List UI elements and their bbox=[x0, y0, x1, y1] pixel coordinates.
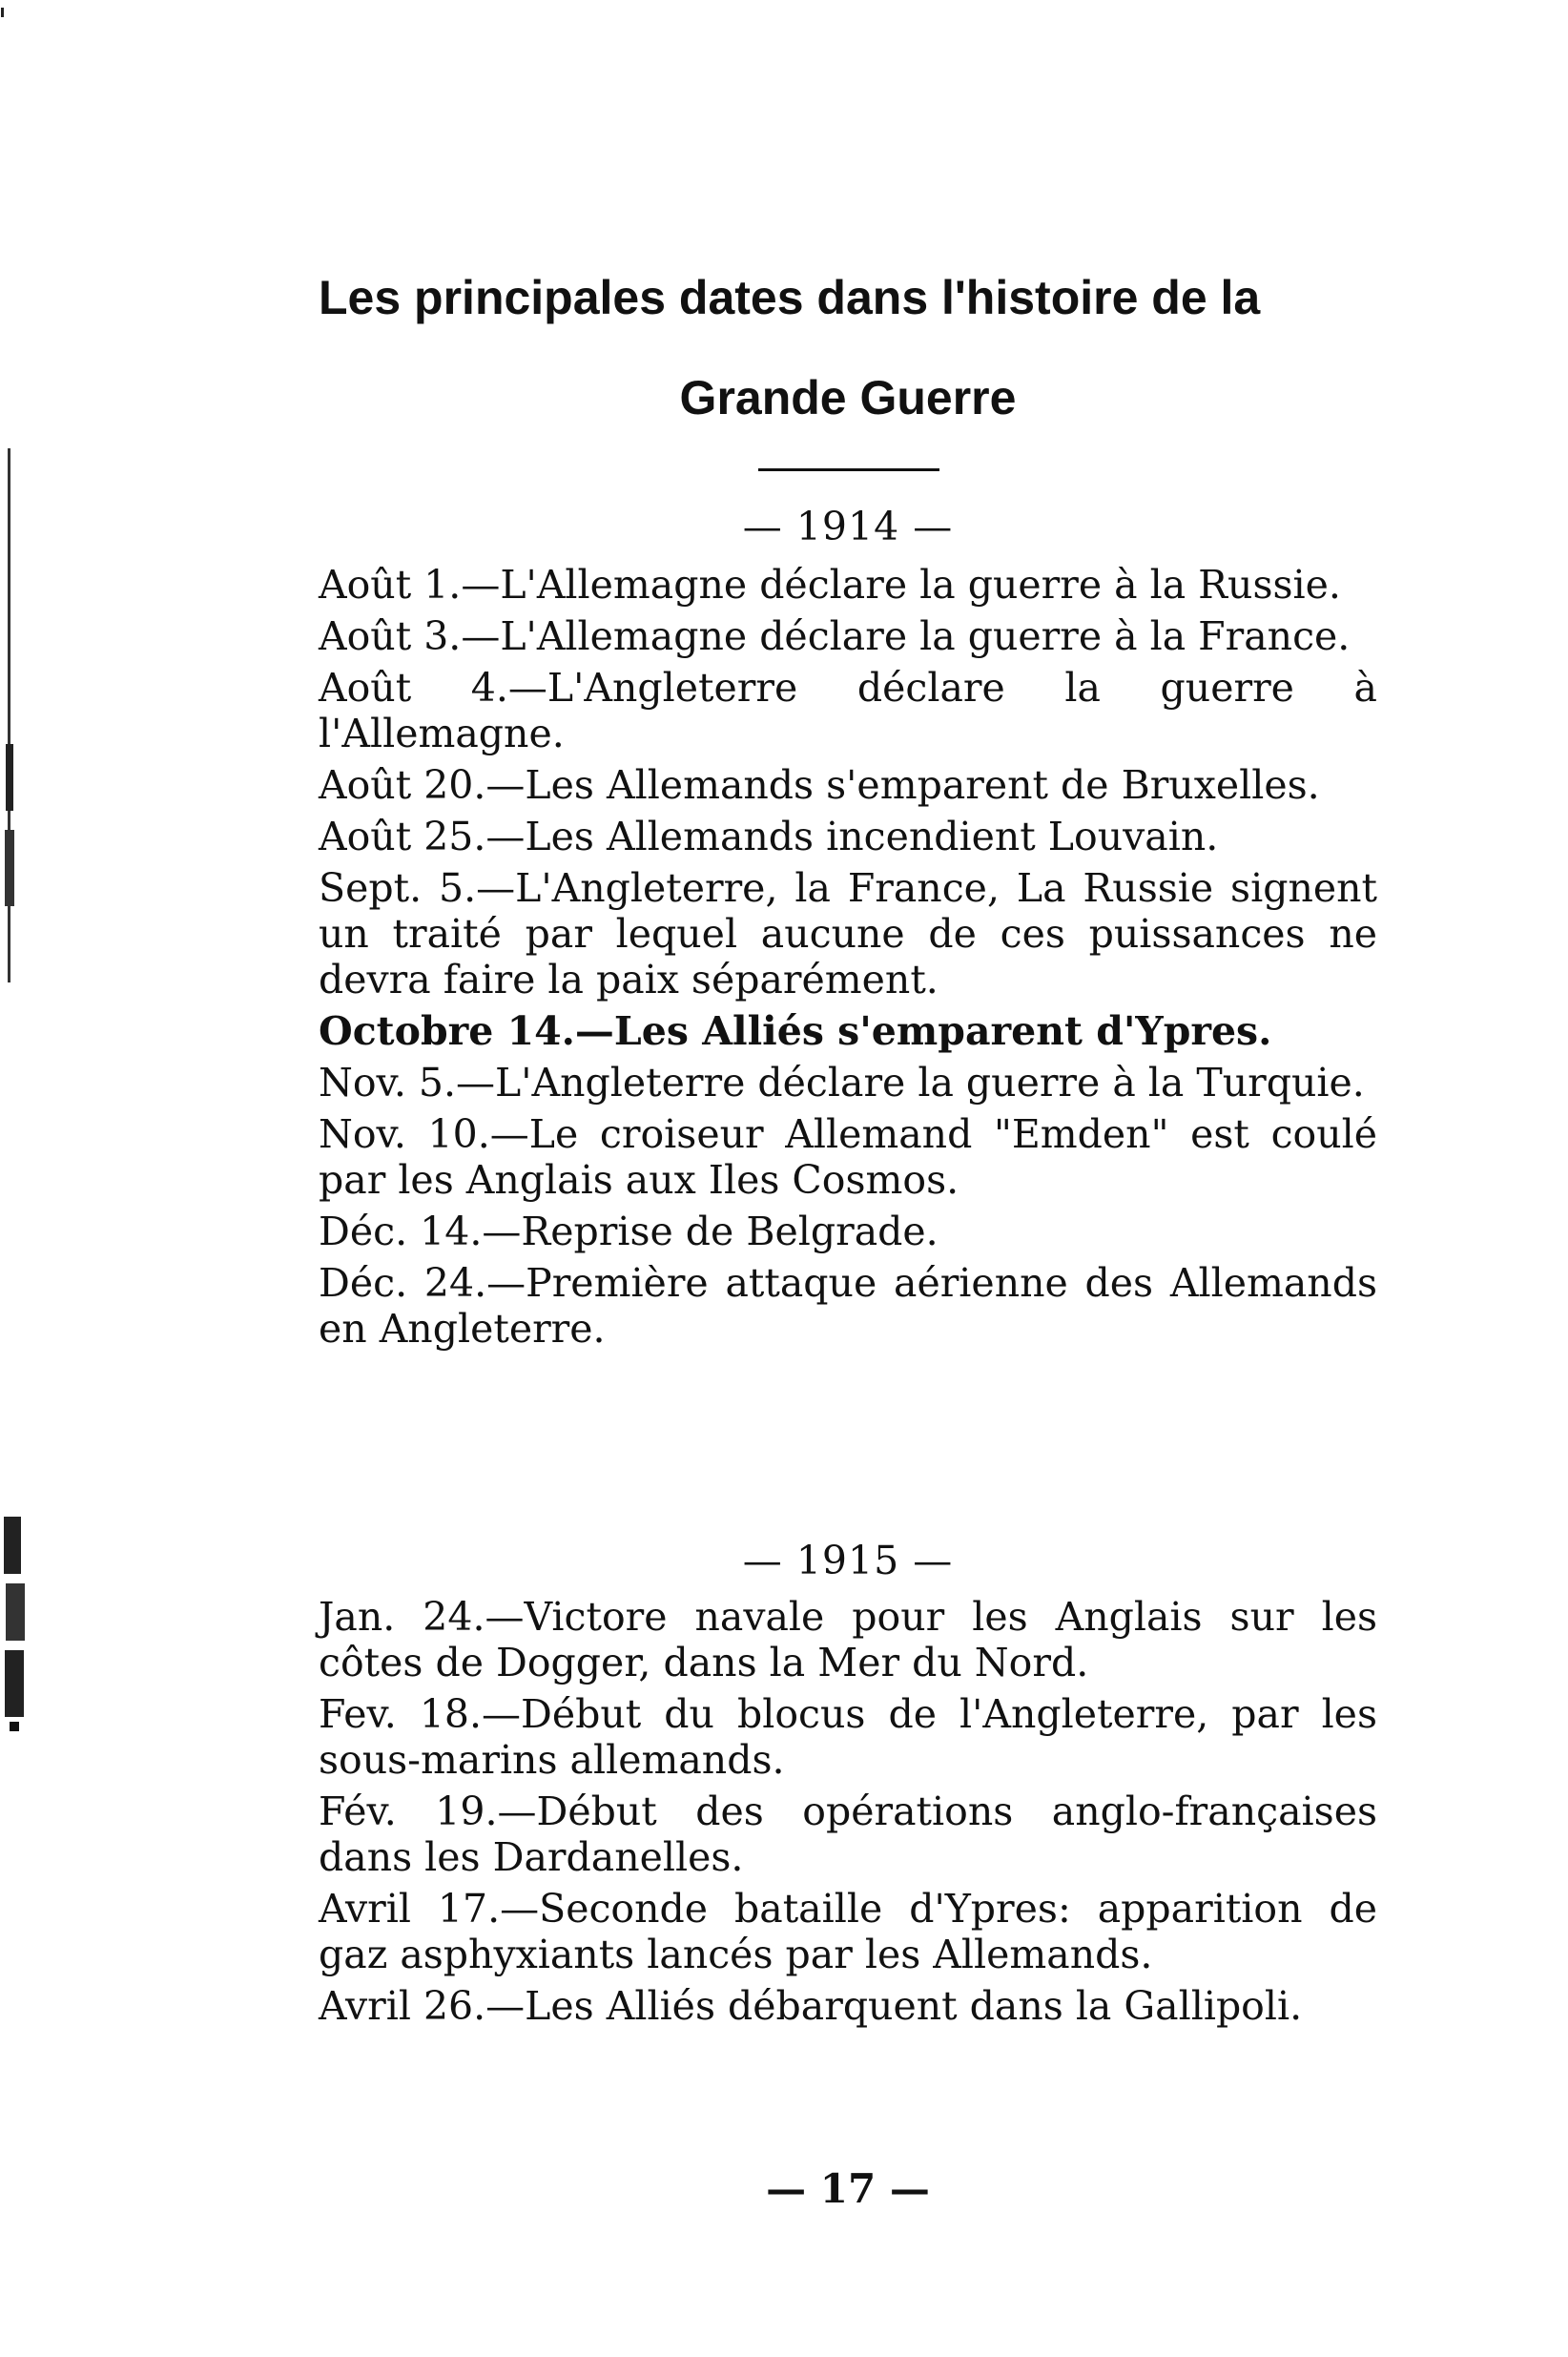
chronology-entry: Nov. 10.—Le croiseur Allemand "Emden" est coulé par les Anglais aux Iles Cosmos. bbox=[319, 1111, 1377, 1203]
section-1915 bbox=[319, 1537, 1377, 2029]
chronology-entry: Jan. 24.—Victore navale pour les Anglais sur les côtes de Dogger, dans la Mer du Nord. bbox=[319, 1594, 1377, 1685]
chronology-entry: Octobre 14.—Les Alliés s'emparent d'Ypres. bbox=[319, 1008, 1272, 1054]
chronology-entry: Avril 26.—Les Alliés débarquent dans la Gallipoli. bbox=[319, 1983, 1303, 2029]
chronology-entry: Déc. 14.—Reprise de Belgrade. bbox=[319, 1209, 939, 1254]
chronology-entry: Avril 17.—Seconde bataille d'Ypres: apparition de gaz asphyxiants lancés par les Allemands. bbox=[319, 1886, 1377, 1977]
section-1914 bbox=[319, 503, 1377, 1352]
page-title-line-1: Les principales dates dans l'histoire de la bbox=[319, 271, 1261, 324]
chronology-entry: Déc. 24.—Première attaque aérienne des Allemands en Angleterre. bbox=[319, 1260, 1377, 1352]
chronology-entry: Fév. 19.—Début des opérations anglo-françaises dans les Dardanelles. bbox=[319, 1788, 1377, 1880]
title-divider bbox=[758, 468, 939, 471]
page-title-line-2: Grande Guerre bbox=[679, 371, 1017, 424]
chronology-entry: Août 25.—Les Allemands incendient Louvain. bbox=[319, 814, 1219, 859]
chronology-entry: Août 1.—L'Allemagne déclare la guerre à la Russie. bbox=[319, 562, 1341, 608]
year-heading: — 1915 — bbox=[742, 1538, 954, 1583]
chronology-entry: Août 20.—Les Allemands s'emparent de Bruxelles. bbox=[319, 762, 1320, 808]
page-number: — 17 — bbox=[766, 2165, 930, 2212]
chronology-entry: Août 3.—L'Allemagne déclare la guerre à la France. bbox=[319, 613, 1351, 659]
chronology-entry: Nov. 5.—L'Angleterre déclare la guerre à la Turquie. bbox=[319, 1060, 1365, 1106]
chronology-entry: Août 4.—L'Angleterre déclare la guerre à l'Allemagne. bbox=[319, 665, 1377, 756]
chronology-entry: Sept. 5.—L'Angleterre, la France, La Russie signent un traité par lequel aucune de ces puissances ne devra faire la paix séparément. bbox=[319, 865, 1377, 1003]
year-heading: — 1914 — bbox=[742, 504, 954, 549]
scan-edge-artifacts bbox=[0, 0, 57, 2357]
chronology-entry: Fev. 18.—Début du blocus de l'Angleterre, par les sous-marins allemands. bbox=[319, 1691, 1377, 1783]
